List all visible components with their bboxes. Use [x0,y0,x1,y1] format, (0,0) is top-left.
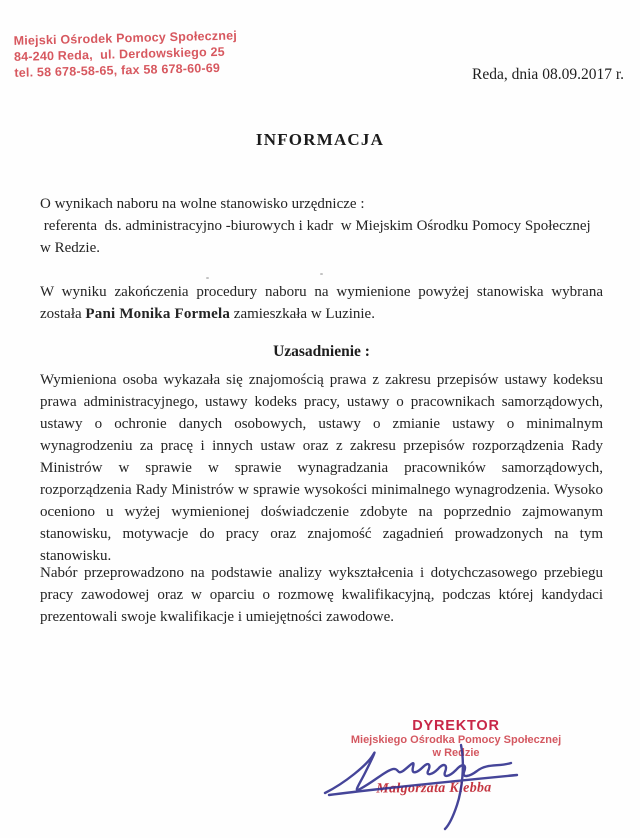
selection-method-paragraph: Nabór przeprowadzono na podstawie analizy wykształcenia i dotychczasowego przebiegu pracy zawodowej oraz w oparciu o rozmowę kwalifikacyjną, podczas której kandydaci prezentowali swoje kwalifikacje i umiejętności zawodowe. [40,565,603,625]
signer-org-line1: Miejskiego Ośrodka Pomocy Społecznej [350,734,562,746]
intro-paragraph [40,193,603,259]
signer-role: DYREKTOR [412,718,500,734]
signer-org-line2: w Redzie [432,746,480,759]
scan-speck [206,277,209,279]
sender-address-stamp [13,27,254,81]
sender-phone-fax: tel. 58 678-58-65, fax 58 678-60-69 [14,60,221,80]
justification-paragraph: Wymieniona osoba wykazała się znajomością prawa z zakresu przepisów ustawy kodeksu prawa administracyjnego, ustawy kodeks pracy, ustawy o pracownikach samorządowych, ustawy o ochronie danych osobowych, ustawy o zmianie ustawy o minimalnym wynagrodzeniu za pracę i innych ustaw oraz z zakresu przepisów rozporządzenia Rady Ministrów w sprawie w sprawie wynagradzania pracowników samorządowych, rozporządzenia Rady Ministrów w sprawie wysokości minimalnego wynagrodzenia. Wysoko oceniono u wyżej wymienionej doświadczenie zdobyte na poprzednio zajmowanym stanowisku, motywacje do pracy oraz znajomość zagadnień prowadzonych na tym stanowisku. [40,372,603,564]
director-signature-block [330,718,582,797]
signer-name: Małgorzata Klebba [376,780,492,797]
selected-candidate-name: Pani Monika Formela [85,306,231,322]
scan-speck [320,273,323,275]
intro-line: referenta ds. administracyjno -biurowych i kadr w Miejskim Ośrodku Pomocy Społecznej [40,218,591,234]
result-paragraph [40,281,603,325]
result-text-pre: W wyniku zakończenia procedury naboru na wymienione powyżej stanowiska wybrana została [40,284,603,322]
intro-line: w Redzie. [40,240,100,256]
place-and-date: Reda, dnia 08.09.2017 r. [472,66,624,83]
sender-address: 84-240 Reda, ul. Derdowskiego 25 [13,44,226,64]
sender-org-name: Miejski Ośrodek Pomocy Społecznej [13,28,238,48]
result-text-post: zamieszkała w Luzinie. [230,306,375,322]
justification-heading: Uzasadnienie : [273,343,370,360]
intro-line: O wynikach naboru na wolne stanowisko urzędnicze : [40,196,365,212]
document-title: INFORMACJA [255,130,385,149]
